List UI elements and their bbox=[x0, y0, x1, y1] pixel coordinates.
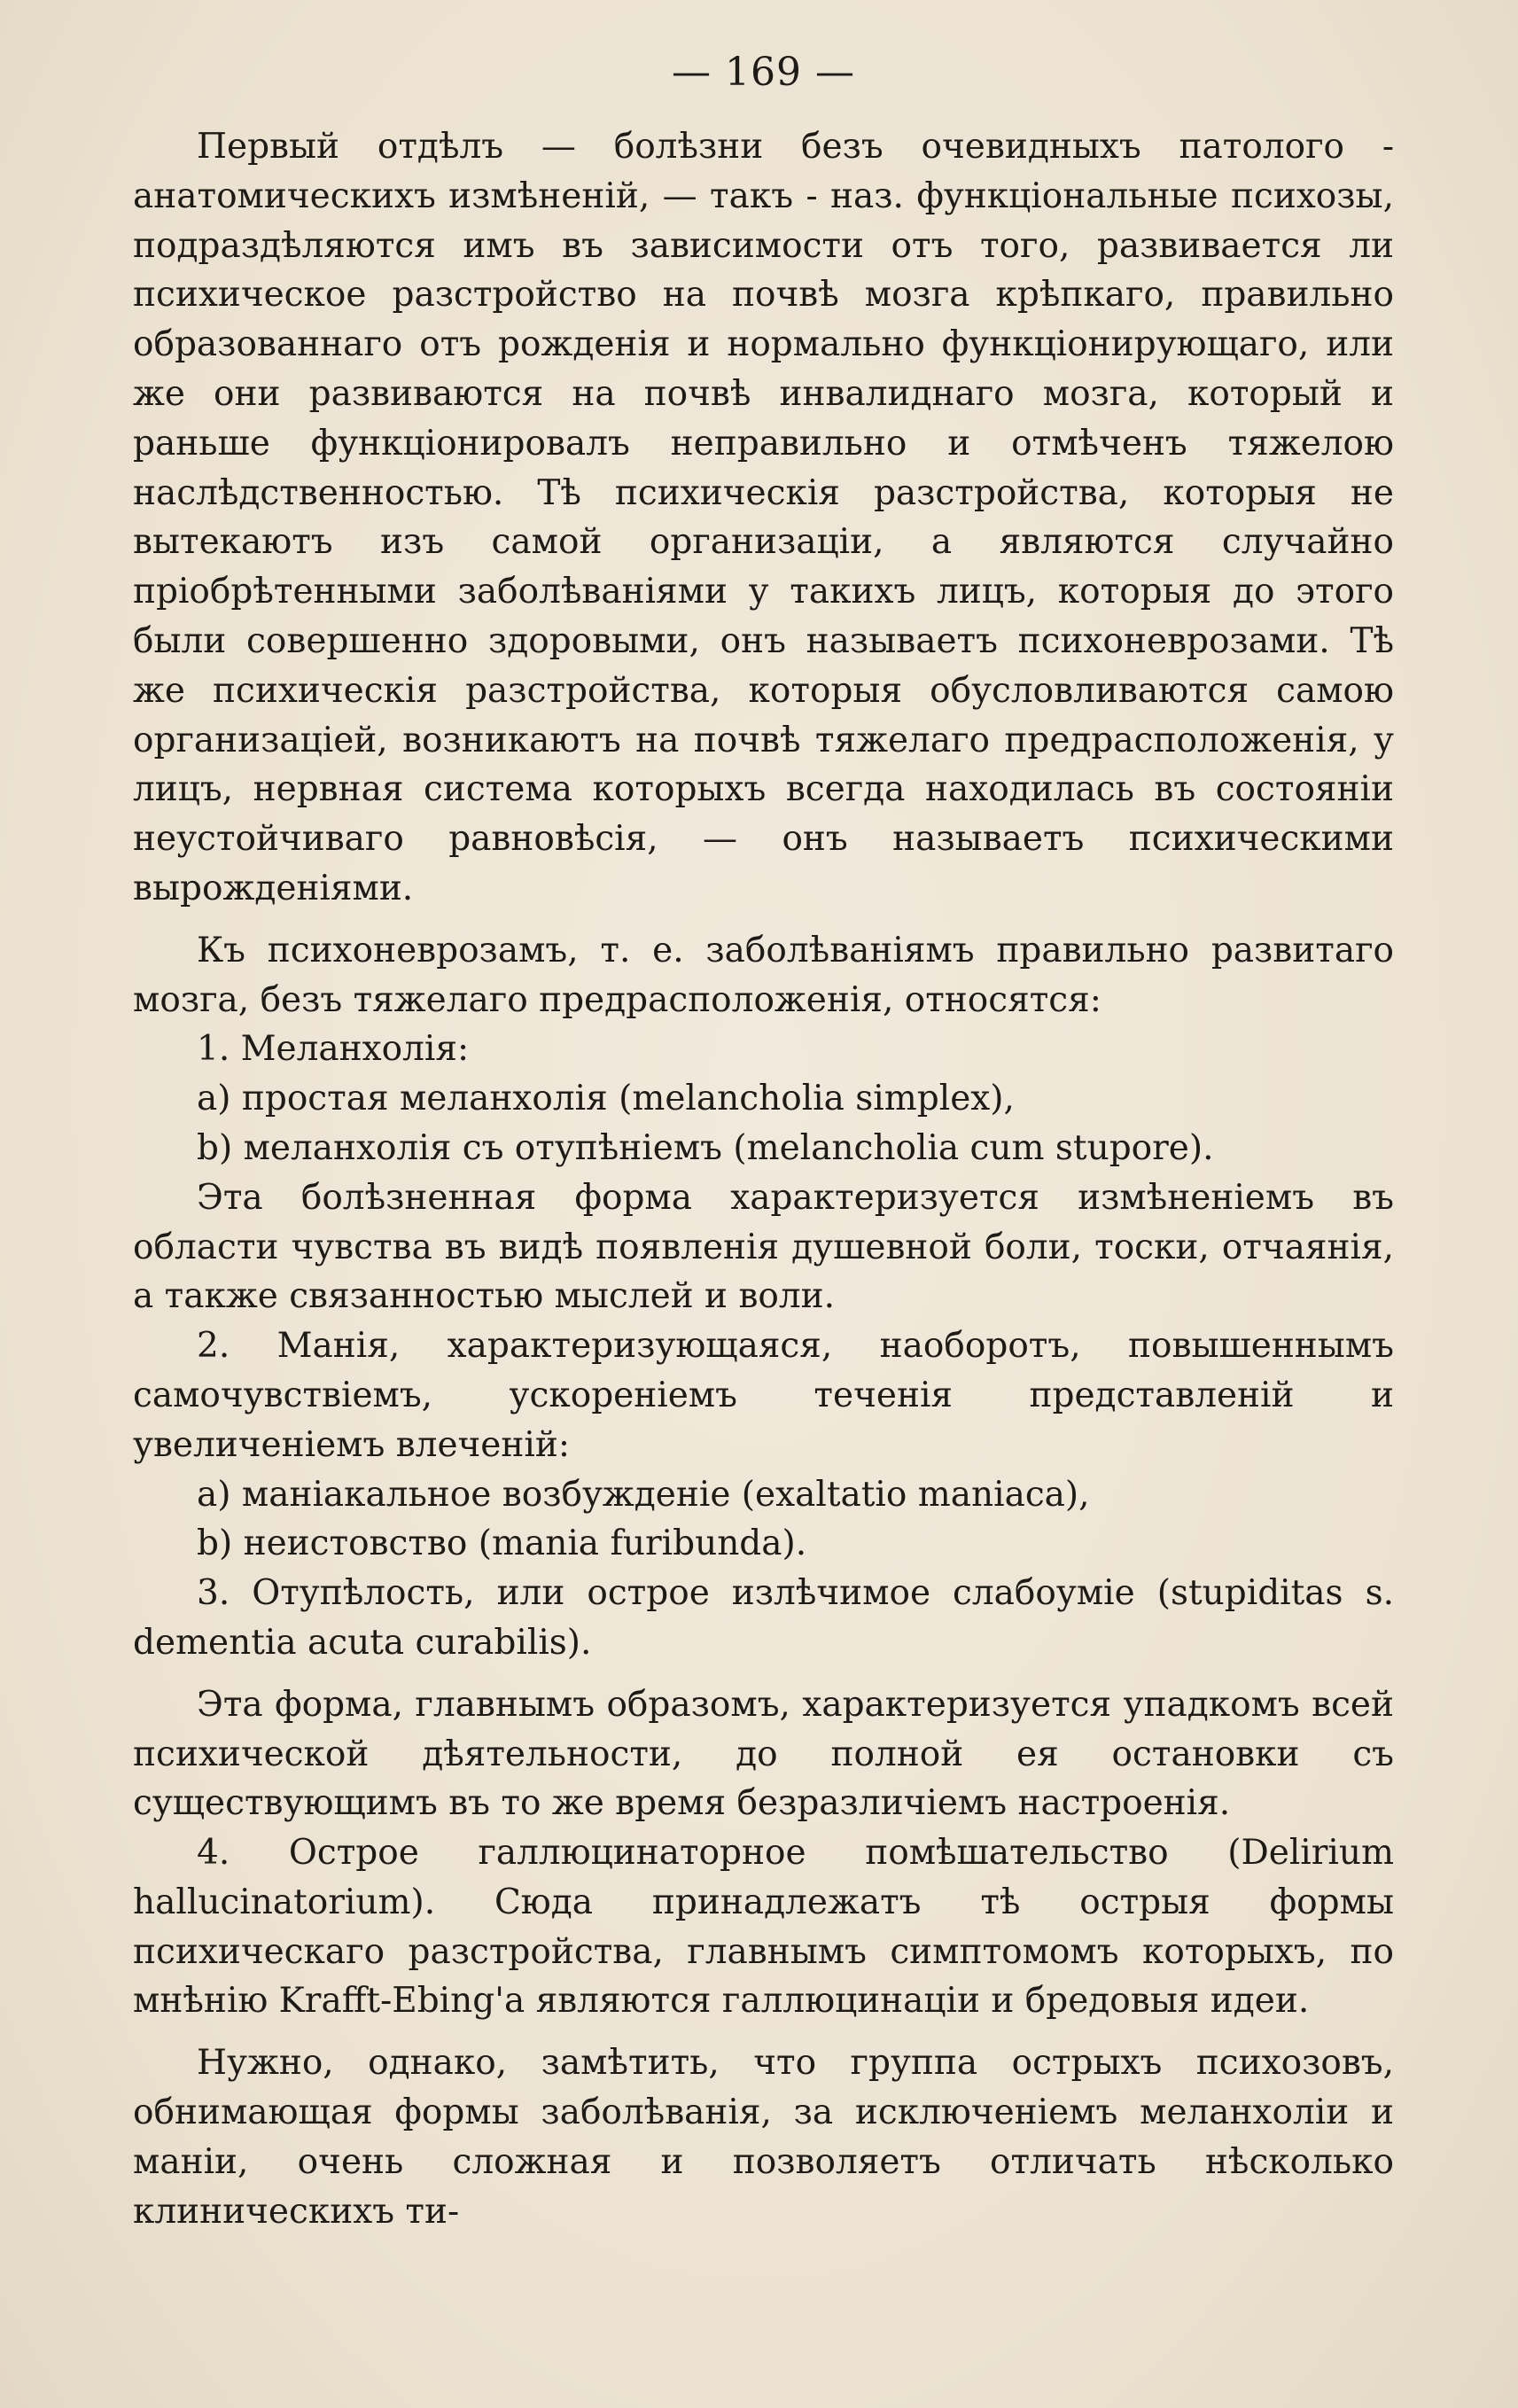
list-item-exaltatio-maniaca: a) маніакальное возбужденіе (exaltatio maniaca), bbox=[197, 1474, 1090, 1515]
paragraph-acute-psychoses-note: Нужно, однако, замѣтить, что группа острыхъ психозовъ, обнимающая формы заболѣванія, за исключеніемъ меланхоліи и маніи, очень сложная и позволяетъ отличать нѣсколько клиническихъ ти- bbox=[133, 2043, 1394, 2232]
page-body bbox=[133, 122, 1394, 2236]
paragraph-stupiditas: 3. Отупѣлость, или острое излѣчимое слабоумie (stupiditas s. dementia acuta curabilis). bbox=[133, 1573, 1394, 1663]
paragraph-melancholia-description: Эта болѣзненная форма характеризуется измѣненіемъ въ области чувства въ видѣ появленія душевной боли, тоски, отчаянія, а также связанностью мыслей и воли. bbox=[133, 1177, 1394, 1317]
paragraph-stupiditas-description: Эта форма, главнымъ образомъ, характеризуется упадкомъ всей психической дѣятельности, до полной ея остановки съ существующимъ въ то же время безразличіемъ настроенія. bbox=[133, 1684, 1394, 1824]
paragraph-delirium-hallucinatorium: 4. Острое галлюцинаторное помѣшательство (Delirium hallucinatorium). Сюда принадлежатъ тѣ острыя формы психическаго разстройства, главнымъ симптомомъ которыхъ, по мнѣнію Krafft-Ebing'а являются галлюцинаціи и бредовыя идеи. bbox=[133, 1833, 1394, 2022]
list-item-mania-furibunda: b) неистовство (mania furibunda). bbox=[197, 1524, 807, 1564]
page-number: — 169 — bbox=[672, 50, 855, 95]
list-item-melancholia-simplex: a) простая меланхолія (melancholia simplex), bbox=[197, 1079, 1015, 1119]
paragraph-functional-psychoses: Первый отдѣлъ — болѣзни безъ очевидныхъ патолого - анатомическихъ измѣненій, — такъ - наз. функціональные психозы, подраздѣляются имъ въ зависимости отъ того, развивается ли психическое разстройство на почвѣ мозга крѣпкаго, правильно образованнаго отъ рожденія и нормально функціонирующаго, или же они развиваются на почвѣ инвалиднаго мозга, который и раньше функціонировалъ неправильно и отмѣченъ тяжелою наслѣдственностью. Тѣ психическія разстройства, которыя не вытекаютъ изъ самой организаціи, а являются случайно пріобрѣтенными заболѣваніями у такихъ лицъ, которыя до этого были совершенно здоровыми, онъ называетъ психоневрозами. Тѣ же психическія разстройства, которыя обусловливаются самою организаціей, возникаютъ на почвѣ тяжелаго предрасположенія, у лицъ, нервная система которыхъ всегда находилась въ состояніи неустойчиваго равновѣсія, — онъ называетъ психическими вырожденіями. bbox=[133, 127, 1394, 908]
paragraph-mania: 2. Манія, характеризующаяся, наоборотъ, повышеннымъ самочувствіемъ, ускореніемъ теченія представленій и увеличеніемъ влеченій: bbox=[133, 1326, 1394, 1465]
list-item-melancholia: 1. Меланхолія: bbox=[197, 1029, 470, 1070]
list-item-melancholia-stupore: b) меланхолія съ отупѣніемъ (melancholia cum stupore). bbox=[197, 1127, 1214, 1168]
paragraph-psychoneuroses-intro: Къ психоневрозамъ, т. е. заболѣваніямъ правильно развитаго мозга, безъ тяжелаго предрасположенія, относятся: bbox=[133, 930, 1394, 1020]
